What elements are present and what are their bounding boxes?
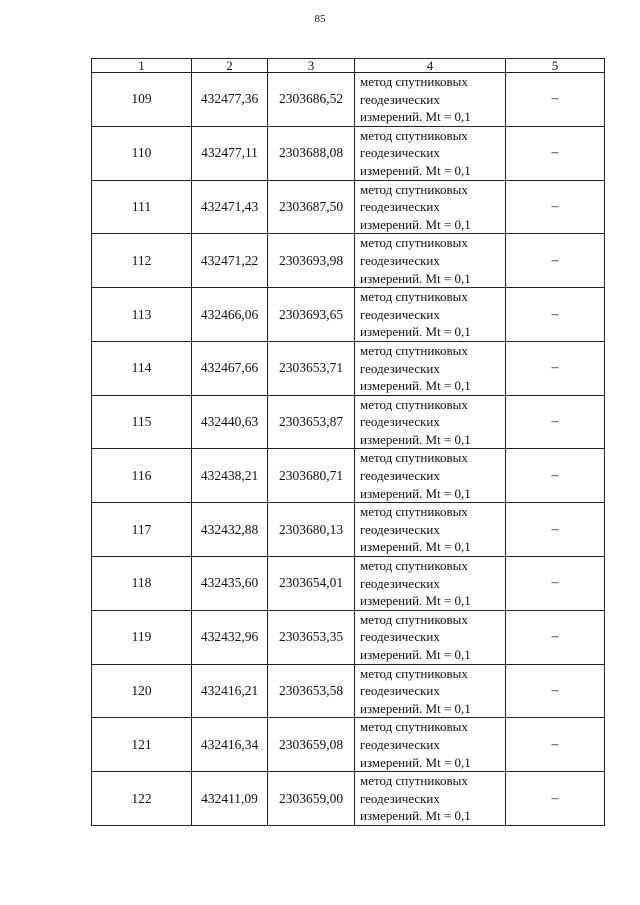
point-number-cell: 121 — [92, 718, 192, 772]
table-row — [92, 288, 605, 342]
note-cell: – — [506, 772, 605, 826]
method-line: измерений. Mt = 0,1 — [360, 539, 471, 555]
method-line: геодезических — [360, 629, 440, 645]
method-line: измерений. Mt = 0,1 — [360, 808, 471, 824]
header-cell: 2 — [192, 59, 268, 73]
point-number-cell: 119 — [92, 610, 192, 664]
method-line: измерений. Mt = 0,1 — [360, 378, 471, 394]
method-line: геодезических — [360, 736, 440, 752]
method-line: измерений. Mt = 0,1 — [360, 647, 471, 662]
method-cell — [355, 718, 506, 772]
y-coordinate-cell: 2303680,71 — [268, 449, 355, 503]
x-coordinate-cell: 432416,21 — [192, 664, 268, 718]
method-line: измерений. Mt = 0,1 — [360, 324, 471, 340]
table-row — [92, 718, 605, 772]
header-cell: 1 — [92, 59, 192, 73]
note-cell: – — [506, 341, 605, 395]
table-row — [92, 503, 605, 557]
method-cell — [355, 341, 506, 395]
x-coordinate-cell: 432438,21 — [192, 449, 268, 503]
header-cell: 4 — [355, 59, 506, 73]
note-cell: – — [506, 503, 605, 557]
method-line: геодезических — [360, 468, 440, 484]
point-number-cell: 109 — [92, 73, 192, 127]
x-coordinate-cell: 432477,36 — [192, 73, 268, 127]
point-number-cell: 113 — [92, 288, 192, 342]
table-row — [92, 395, 605, 449]
table-row — [92, 180, 605, 234]
x-coordinate-cell: 432440,63 — [192, 395, 268, 449]
table-row — [92, 341, 605, 395]
method-cell — [355, 73, 506, 127]
x-coordinate-cell: 432471,22 — [192, 234, 268, 288]
table-row — [92, 234, 605, 288]
y-coordinate-cell: 2303693,65 — [268, 288, 355, 342]
method-line: метод спутниковых — [360, 235, 468, 251]
method-line: метод спутниковых — [360, 719, 468, 735]
x-coordinate-cell: 432467,66 — [192, 341, 268, 395]
x-coordinate-cell: 432411,09 — [192, 772, 268, 826]
header-cell: 5 — [506, 59, 605, 73]
method-line: геодезических — [360, 414, 440, 430]
method-line: геодезических — [360, 199, 440, 215]
method-line: геодезических — [360, 521, 440, 537]
method-cell — [355, 395, 506, 449]
point-number-cell: 114 — [92, 341, 192, 395]
method-cell — [355, 180, 506, 234]
method-line: метод спутниковых — [360, 773, 468, 789]
point-number-cell: 115 — [92, 395, 192, 449]
method-line: метод спутниковых — [360, 504, 468, 520]
note-cell: – — [506, 557, 605, 611]
point-number-cell: 112 — [92, 234, 192, 288]
y-coordinate-cell: 2303687,50 — [268, 180, 355, 234]
point-number-cell: 110 — [92, 126, 192, 180]
point-number-cell: 111 — [92, 180, 192, 234]
method-cell — [355, 126, 506, 180]
note-cell: – — [506, 180, 605, 234]
y-coordinate-cell: 2303654,01 — [268, 557, 355, 611]
x-coordinate-cell: 432471,43 — [192, 180, 268, 234]
point-number-cell: 122 — [92, 772, 192, 826]
page-number: 85 — [314, 13, 326, 25]
method-line: метод спутниковых — [360, 558, 468, 574]
point-number-cell: 117 — [92, 503, 192, 557]
method-line: метод спутниковых — [360, 181, 468, 197]
note-cell: – — [506, 234, 605, 288]
method-line: геодезических — [360, 790, 440, 806]
header-cell: 3 — [268, 59, 355, 73]
method-line: измерений. Mt = 0,1 — [360, 700, 471, 716]
method-line: метод спутниковых — [360, 342, 468, 358]
table-row — [92, 664, 605, 718]
method-cell — [355, 449, 506, 503]
table-row — [92, 772, 605, 826]
method-line: геодезических — [360, 145, 440, 161]
method-line: измерений. Mt = 0,1 — [360, 162, 471, 178]
method-line: метод спутниковых — [360, 396, 468, 412]
method-line: измерений. Mt = 0,1 — [360, 270, 471, 286]
method-cell — [355, 664, 506, 718]
table-row — [92, 557, 605, 611]
y-coordinate-cell: 2303653,87 — [268, 395, 355, 449]
method-line: измерений. Mt = 0,1 — [360, 216, 471, 232]
point-number-cell: 118 — [92, 557, 192, 611]
method-cell — [355, 234, 506, 288]
method-cell — [355, 557, 506, 611]
method-cell — [355, 610, 506, 664]
method-line: метод спутниковых — [360, 74, 468, 89]
table-row — [92, 449, 605, 503]
y-coordinate-cell: 2303686,52 — [268, 73, 355, 127]
note-cell: – — [506, 610, 605, 664]
method-line: геодезических — [360, 575, 440, 591]
method-cell — [355, 772, 506, 826]
y-coordinate-cell: 2303693,98 — [268, 234, 355, 288]
y-coordinate-cell: 2303680,13 — [268, 503, 355, 557]
note-cell: – — [506, 664, 605, 718]
table-row — [92, 610, 605, 664]
note-cell: – — [506, 718, 605, 772]
note-cell: – — [506, 126, 605, 180]
y-coordinate-cell: 2303653,58 — [268, 664, 355, 718]
method-line: геодезических — [360, 360, 440, 376]
method-line: метод спутниковых — [360, 665, 468, 681]
x-coordinate-cell: 432432,96 — [192, 610, 268, 664]
method-cell — [355, 288, 506, 342]
point-number-cell: 120 — [92, 664, 192, 718]
note-cell: – — [506, 73, 605, 127]
y-coordinate-cell: 2303688,08 — [268, 126, 355, 180]
table-row — [92, 73, 605, 127]
method-line: геодезических — [360, 91, 440, 107]
point-number-cell: 116 — [92, 449, 192, 503]
method-line: метод спутниковых — [360, 611, 468, 627]
table-header-row — [92, 59, 605, 73]
x-coordinate-cell: 432416,34 — [192, 718, 268, 772]
method-line: метод спутниковых — [360, 127, 468, 143]
y-coordinate-cell: 2303653,35 — [268, 610, 355, 664]
y-coordinate-cell: 2303653,71 — [268, 341, 355, 395]
x-coordinate-cell: 432466,06 — [192, 288, 268, 342]
table-row — [92, 126, 605, 180]
method-line: измерений. Mt = 0,1 — [360, 431, 471, 447]
method-line: геодезических — [360, 306, 440, 322]
x-coordinate-cell: 432477,11 — [192, 126, 268, 180]
note-cell: – — [506, 449, 605, 503]
method-line: геодезических — [360, 683, 440, 699]
x-coordinate-cell: 432432,88 — [192, 503, 268, 557]
method-line: метод спутниковых — [360, 289, 468, 305]
method-line: измерений. Mt = 0,1 — [360, 485, 471, 501]
method-line: измерений. Mt = 0,1 — [360, 109, 471, 125]
method-line: метод спутниковых — [360, 450, 468, 466]
y-coordinate-cell: 2303659,08 — [268, 718, 355, 772]
method-line: геодезических — [360, 252, 440, 268]
method-cell — [355, 503, 506, 557]
method-line: измерений. Mt = 0,1 — [360, 754, 471, 770]
note-cell: – — [506, 288, 605, 342]
note-cell: – — [506, 395, 605, 449]
y-coordinate-cell: 2303659,00 — [268, 772, 355, 826]
coordinates-table — [91, 58, 605, 826]
method-line: измерений. Mt = 0,1 — [360, 593, 471, 609]
x-coordinate-cell: 432435,60 — [192, 557, 268, 611]
